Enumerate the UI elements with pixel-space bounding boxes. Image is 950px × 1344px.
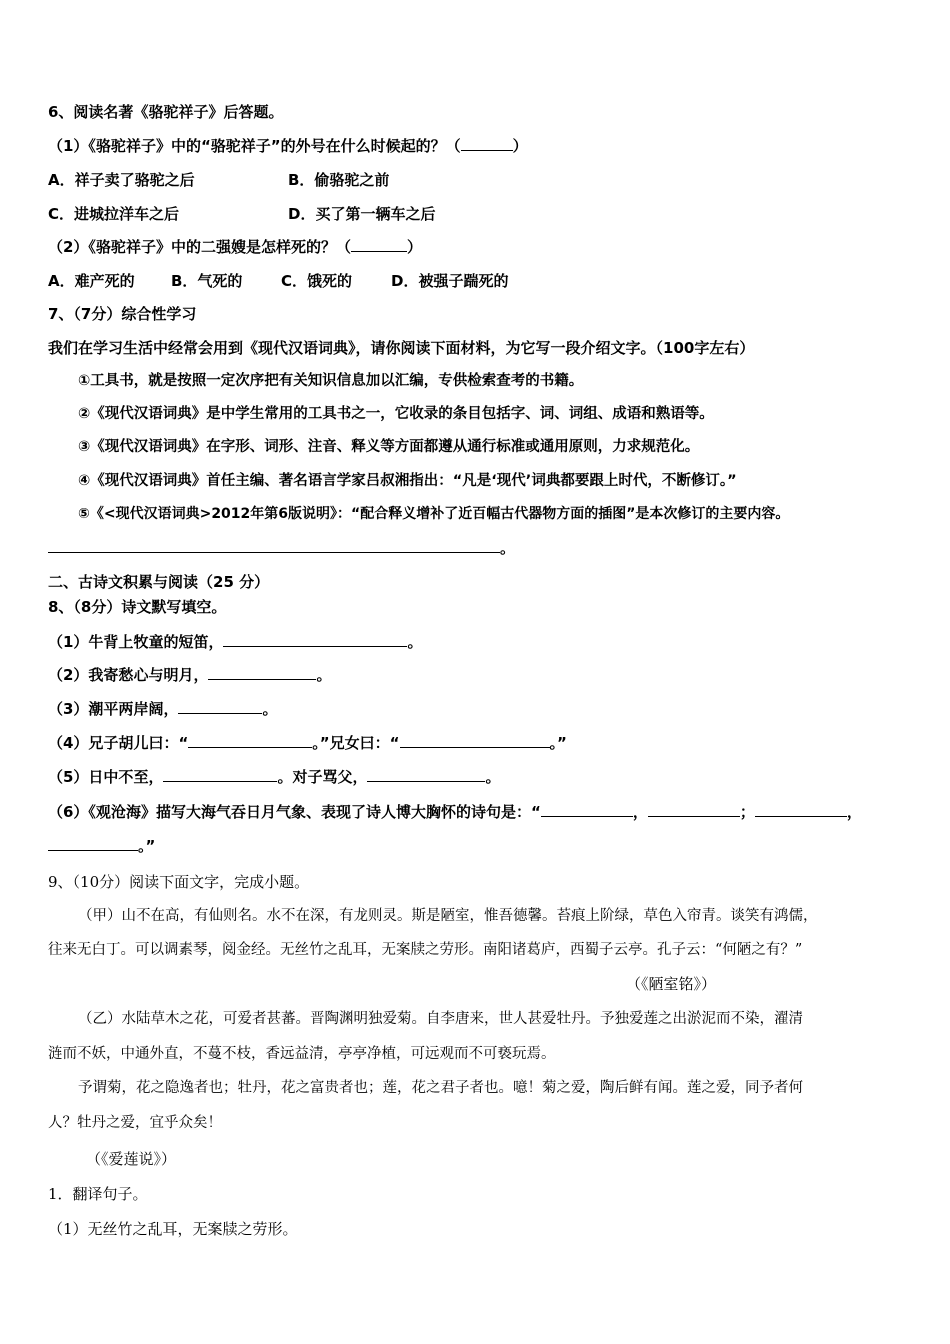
q9-yi-line-4: 人？牡丹之爱，宜乎众矣！ — [48, 1115, 222, 1131]
q8-item-1 — [48, 632, 422, 652]
q6-sub2-option-a: A．难产死的 — [48, 272, 135, 290]
q6-sub1-stem — [48, 136, 528, 156]
q8-period: 。 — [485, 768, 501, 786]
q9-jia-line-2: 往来无白丁。可以调素琴，阅金经。无丝竹之乱耳，无案牍之劳形。南阳诸葛庐，西蜀子云亭。孔子云：“何陋之有？” — [48, 942, 803, 958]
q9-yi-line-1: （乙）水陆草木之花，可爱者甚蕃。晋陶渊明独爱菊。自李唐来，世人甚爱牡丹。予独爱莲之出淤泥而不染，濯清 — [78, 1011, 803, 1027]
q6-sub2-option-b: B．气死的 — [171, 272, 243, 290]
q7-answer-end: 。 — [500, 539, 516, 557]
q7-material-5: ⑤《<现代汉语词典>2012年第6版说明》：“配合释义增补了近百幅古代器物方面的插图”是本次修订的主要内容。 — [78, 506, 790, 522]
answer-blank[interactable] — [208, 665, 316, 680]
q6-sub2-option-d: D．被强子踹死的 — [391, 272, 509, 290]
q9-title: 9、（10分）阅读下面文字，完成小题。 — [48, 873, 310, 891]
q6-sub2-close: ） — [406, 238, 422, 256]
q8-period: 。 — [407, 633, 423, 651]
q8-item-6 — [48, 802, 862, 822]
q7-material-3: ③《现代汉语词典》在字形、词形、注音、释义等方面都遵从通行标准或通用原则，力求规范化。 — [78, 439, 700, 455]
q6-sub1-stem-text: （1）《骆驼祥子》中的“骆驼祥子”的外号在什么时候起的？（ — [48, 137, 461, 155]
answer-blank[interactable] — [48, 836, 138, 851]
q9-yi-source: （《爱莲说》） — [86, 1150, 177, 1168]
q8-item-2-text: （2）我寄愁心与明月， — [48, 666, 209, 684]
answer-blank[interactable] — [541, 802, 633, 817]
q8-item-1-text: （1）牛背上牧童的短笛， — [48, 633, 224, 651]
q9-jia-line-1: （甲）山不在高，有仙则名。水不在深，有龙则灵。斯是陋室，惟吾德馨。苔痕上阶绿，草色入帘青。谈笑有鸿儒， — [78, 908, 818, 924]
q9-yi-line-3: 予谓菊，花之隐逸者也；牡丹，花之富贵者也；莲，花之君子者也。噫！菊之爱，陶后鲜有闻。莲之爱，同予者何 — [78, 1080, 803, 1096]
q6-sub1-option-b: B．偷骆驼之前 — [288, 171, 390, 189]
q8-item-5 — [48, 767, 500, 787]
q8-item-4-text-a: （4）兄子胡儿曰：“ — [48, 734, 189, 752]
q8-period: 。 — [262, 700, 278, 718]
q6-sub2-stem-text: （2）《骆驼祥子》中的二强嫂是怎样死的？（ — [48, 238, 351, 256]
q8-item-2 — [48, 665, 331, 685]
q6-sub2-option-c: C．饿死的 — [281, 272, 353, 290]
q8-comma: ， — [632, 803, 648, 821]
answer-blank[interactable] — [461, 136, 513, 151]
q8-item-5-text-a: （5）日中不至， — [48, 768, 164, 786]
q9-jia-source: （《陋室铭》） — [626, 975, 717, 993]
q7-material-2: ②《现代汉语词典》是中学生常用的工具书之一，它收录的条目包括字、词、词组、成语和熟语等。 — [78, 406, 714, 422]
q9-yi-line-2: 涟而不妖，中通外直，不蔓不枝，香远益清，亭亭净植，可远观而不可亵玩焉。 — [48, 1046, 556, 1062]
q8-title: 8、（8分）诗文默写填空。 — [48, 598, 227, 616]
answer-blank[interactable] — [400, 733, 550, 748]
q6-sub1-option-d: D．买了第一辆车之后 — [288, 205, 436, 223]
q6-sub2-stem — [48, 237, 422, 257]
q8-period: 。 — [316, 666, 332, 684]
q7-material-4: ④《现代汉语词典》首任主编、著名语言学家吕叔湘指出：“凡是‘现代’词典都要跟上时代，不断修订。” — [78, 473, 737, 489]
q6-sub1-option-c: C．进城拉洋车之后 — [48, 205, 180, 223]
q6-title: 6、阅读名著《骆驼祥子》后答题。 — [48, 103, 284, 121]
answer-blank[interactable] — [48, 538, 500, 553]
q8-item-6-end: 。” — [138, 837, 156, 855]
q7-title: 7、（7分）综合性学习 — [48, 305, 197, 323]
answer-blank[interactable] — [163, 767, 277, 782]
answer-blank[interactable] — [648, 802, 740, 817]
q6-sub1-close: ） — [512, 137, 528, 155]
q8-item-4-text-c: 。” — [549, 734, 567, 752]
answer-blank[interactable] — [351, 237, 407, 252]
answer-blank[interactable] — [367, 767, 485, 782]
q7-intro: 我们在学习生活中经常会用到《现代汉语词典》，请你阅读下面材料，为它写一段介绍文字。（100字左右） — [48, 339, 755, 357]
q7-material-1: ①工具书，就是按照一定次序把有关知识信息加以汇编，专供检索查考的书籍。 — [78, 373, 584, 389]
q8-item-3-text: （3）潮平两岸阔， — [48, 700, 179, 718]
answer-blank[interactable] — [178, 699, 262, 714]
q9-sub1-item-1: （1）无丝竹之乱耳，无案牍之劳形。 — [48, 1220, 298, 1238]
q8-item-4-text-b: 。”兄女曰：“ — [312, 734, 400, 752]
q6-sub1-option-a: A．祥子卖了骆驼之后 — [48, 171, 195, 189]
q8-item-3 — [48, 699, 277, 719]
q8-semicolon: ； — [739, 803, 755, 821]
answer-blank[interactable] — [223, 632, 407, 647]
section-2-title: 二、古诗文积累与阅读（25 分） — [48, 573, 270, 591]
q8-item-6-text: （6）《观沧海》描写大海气吞日月气象、表现了诗人博大胸怀的诗句是：“ — [48, 803, 541, 821]
answer-blank[interactable] — [755, 802, 847, 817]
q8-item-4 — [48, 733, 567, 753]
q8-item-5-text-b: 。对子骂父， — [277, 768, 368, 786]
q8-comma: ， — [846, 803, 862, 821]
q8-item-6-cont — [48, 836, 155, 856]
answer-blank[interactable] — [188, 733, 312, 748]
q7-answer-line — [48, 538, 515, 558]
q9-sub1-title: 1．翻译句子。 — [48, 1185, 148, 1203]
